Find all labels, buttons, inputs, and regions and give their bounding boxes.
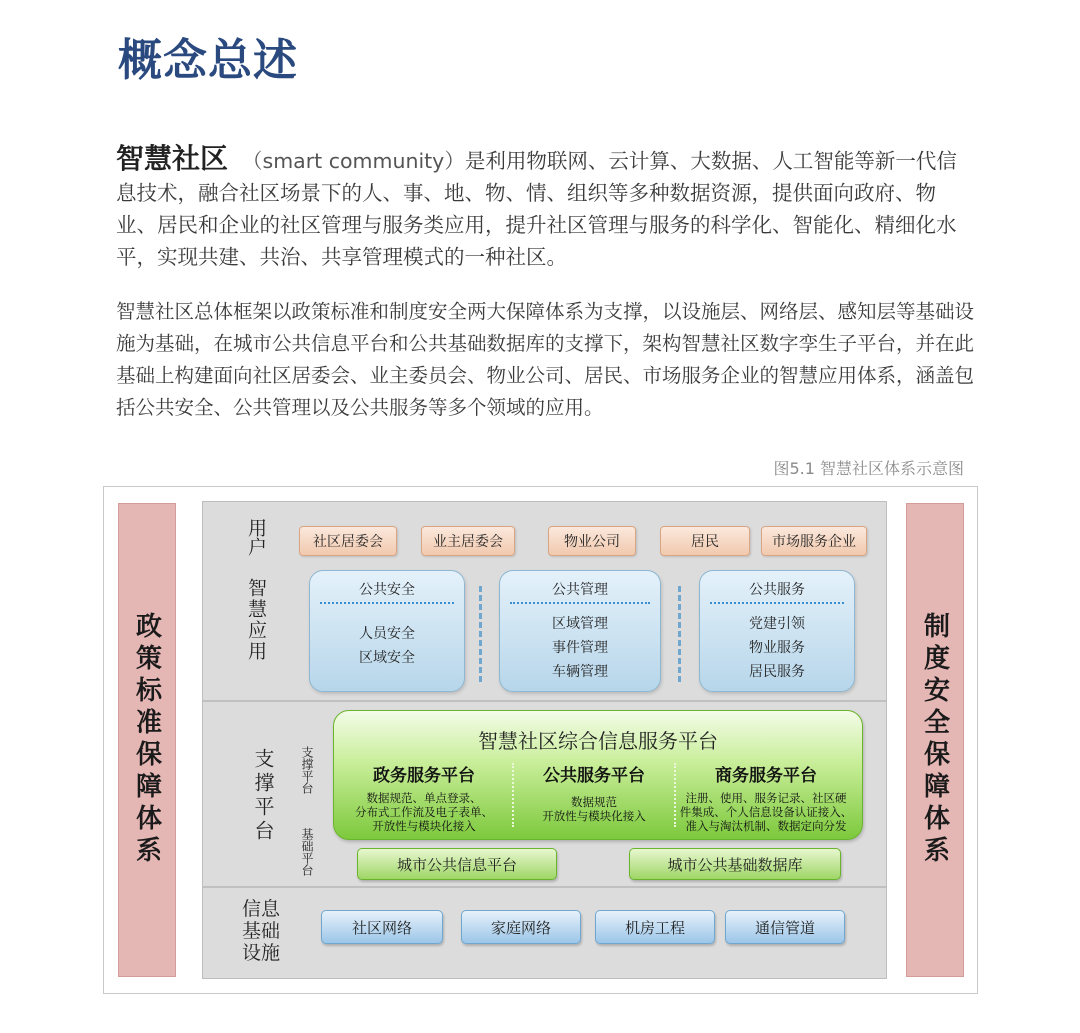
platform-title: 智慧社区综合信息服务平台	[478, 729, 718, 753]
figure-caption: 图5.1 智慧社区体系示意图	[773, 459, 964, 478]
infrastructure-layer	[203, 886, 886, 980]
community-network: 社区网络	[321, 910, 443, 944]
dotted-divider	[710, 602, 844, 604]
user-chip: 市场服务企业	[761, 526, 867, 556]
dashed-separator	[479, 586, 482, 682]
platform-section-title: 商务服务平台	[715, 766, 817, 786]
app-box-public-management	[499, 570, 661, 692]
users-apps-layer	[203, 502, 886, 698]
infrastructure-label: 信息 基础 设施	[241, 898, 280, 964]
app-item: 居民服务	[749, 664, 805, 680]
communication-pipeline: 通信管道	[725, 910, 845, 944]
term-english: （smart community）	[242, 149, 465, 173]
page-title: 概念总述	[118, 35, 298, 86]
smart-apps-label: 智慧应用	[245, 578, 267, 662]
support-sub-label: 支撑平台	[300, 746, 314, 794]
framework-paragraph: 智慧社区总体框架以政策标准和制度安全两大保障体系为支撑，以设施层、网络层、感知层等基础设施为基础，在城市公共信息平台和公共基础数据库的支撑下，架构智慧社区数字孪生子平台，并在此基础上构建面向社区居委会、业主委员会、物业公司、居民、市场服务企业的智慧应用体系，涵盖包括公共安全、公共管理以及公共服务等多个领域的应用。	[116, 300, 975, 419]
smart-community-diagram	[103, 486, 978, 994]
app-item: 区域安全	[359, 650, 415, 666]
app-item: 物业服务	[749, 640, 805, 656]
machine-room-engineering: 机房工程	[595, 910, 715, 944]
app-item: 人员安全	[359, 626, 415, 642]
dotted-divider	[320, 602, 454, 604]
platform-separator	[512, 763, 514, 827]
framework-core	[202, 501, 887, 979]
home-network: 家庭网络	[461, 910, 581, 944]
definition-text: 是利用物联网、云计算、大数据、人工智能等新一代信息技术，融合社区场景下的人、事、地、物、情、组织等多种数据资源，提供面向政府、物业、居民和企业的社区管理与服务类应用，提升社区管理与服务的科学化、智能化、精细化水平，实现共建、共治、共享管理模式的一种社区。	[116, 149, 957, 269]
base-sub-label: 基础平台	[300, 828, 314, 876]
dashed-separator	[678, 586, 681, 682]
app-item: 事件管理	[552, 640, 608, 656]
platform-section-desc: 注册、使用、服务记录、社区硬 件集成、个人信息设备认证接入、 准入与淘汰机制、数据定向分发	[679, 791, 853, 833]
support-platform-label: 支撑平台	[251, 748, 275, 844]
platform-section-desc: 数据规范、单点登录、 分布式工作流及电子表单、 开放性与模块化接入	[355, 791, 493, 833]
user-chip: 业主居委会	[421, 526, 515, 556]
integrated-service-platform	[333, 710, 863, 840]
platform-section-title: 政务服务平台	[373, 766, 475, 786]
dotted-divider	[510, 602, 650, 604]
platform-section-desc: 数据规范 开放性与模块化接入	[542, 795, 646, 823]
users-label: 用户	[245, 518, 267, 556]
app-item: 区域管理	[552, 616, 608, 632]
institutional-security-label: 制度安全保障体系	[919, 612, 950, 868]
institutional-security-pillar	[906, 503, 964, 977]
user-chip: 居民	[660, 526, 750, 556]
policy-standard-label: 政策标准保障体系	[131, 612, 162, 868]
app-box-public-safety	[309, 570, 465, 692]
support-platform-layer	[203, 700, 886, 886]
app-item: 车辆管理	[552, 664, 608, 680]
app-item: 党建引领	[749, 616, 805, 632]
city-public-base-database: 城市公共基础数据库	[629, 848, 841, 880]
policy-standard-pillar	[118, 503, 176, 977]
platform-section-title: 公共服务平台	[543, 766, 645, 786]
app-box-header: 公共管理	[552, 582, 608, 598]
user-chip: 物业公司	[548, 526, 636, 556]
definition-paragraph	[116, 143, 976, 273]
city-public-info-platform: 城市公共信息平台	[357, 848, 557, 880]
user-chip: 社区居委会	[299, 526, 397, 556]
term-smart-community: 智慧社区	[116, 142, 229, 175]
app-box-header: 公共服务	[749, 582, 805, 598]
app-box-public-service	[699, 570, 855, 692]
app-box-header: 公共安全	[359, 582, 415, 598]
